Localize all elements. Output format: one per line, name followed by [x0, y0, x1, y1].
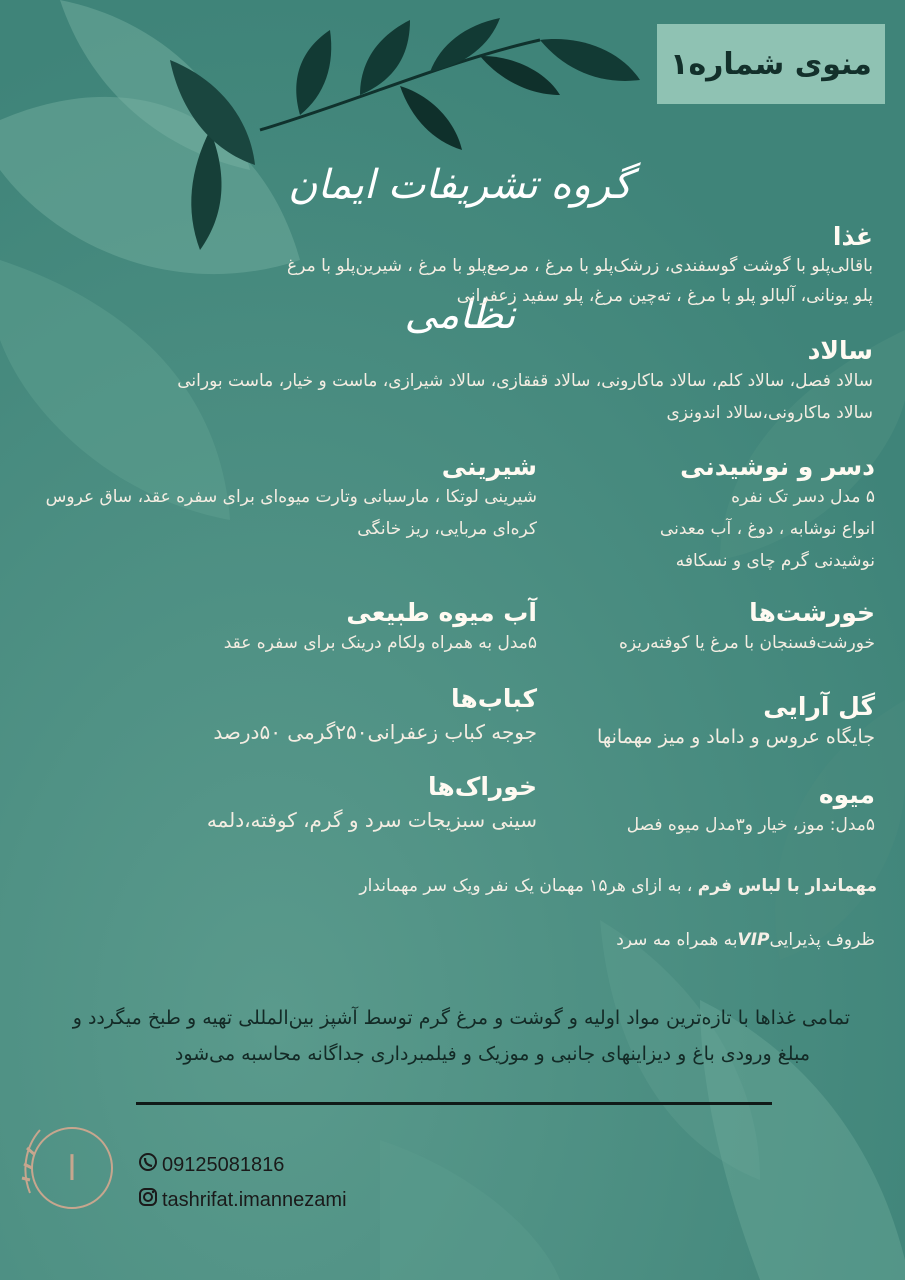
section-title: گل آرایی	[763, 692, 875, 721]
footer-line: مبلغ ورودی باغ و دیزاینهای جانبی و موزیک و فیلمبرداری جداگانه محاسبه می‌شود	[174, 1043, 810, 1065]
section-kebab	[37, 684, 537, 751]
section-line: ۵مدل: موز، خیار و۳مدل میوه فصل	[626, 815, 875, 835]
section-stew	[545, 598, 875, 659]
section-title: کباب‌ها	[451, 684, 537, 713]
vip-suffix: به همراه مه سرد	[616, 930, 738, 950]
section-title: خوراک‌ها	[428, 772, 537, 801]
section-line: کره‌ای مربایی، ریز خانگی	[357, 519, 537, 539]
section-food	[113, 222, 873, 311]
phone-row[interactable]	[138, 1152, 284, 1178]
phone-icon	[138, 1152, 158, 1178]
vip-note	[175, 930, 875, 950]
section-line: پلو یونانی، آلبالو پلو با مرغ ، ته‌چین مرغ، پلو سفید زعفرانی	[456, 286, 873, 306]
section-dishes	[37, 772, 537, 839]
section-line: شیرینی لوتکا ، مارسبانی وتارت میوه‌ای برای سفره عقد، ساق عروس	[45, 487, 537, 507]
brand-logo-text: گروه تشریفات ایمان نظامی	[288, 162, 632, 338]
section-title: سالاد	[807, 336, 873, 365]
section-sweets	[37, 452, 537, 545]
section-line: جوجه کباب زعفرانی۲۵۰گرمی ۵۰درصد	[213, 720, 537, 744]
section-title: آب میوه طبیعی	[346, 598, 537, 627]
brand-emblem	[12, 1108, 132, 1228]
section-fruit	[545, 780, 875, 841]
section-line: باقالی‌پلو با گوشت گوسفندی، زرشک‌پلو با مرغ ، مرصع‌پلو با مرغ ، شیرین‌پلو با مرغ	[287, 256, 873, 276]
section-line: سالاد فصل، سالاد کلم، سالاد ماکارونی، سالاد قفقازی، سالاد شیرازی، ماست و خیار، ماست بورانی	[177, 371, 873, 391]
menu-number-badge: منوی شماره۱	[657, 24, 885, 104]
instagram-row[interactable]	[138, 1187, 347, 1213]
section-title: خورشت‌ها	[749, 598, 875, 627]
footer-note	[50, 1000, 850, 1072]
svg-text:ا: ا	[67, 1149, 77, 1189]
staff-bold: مهماندار با لباس فرم	[697, 876, 877, 896]
section-title: شیرینی	[441, 452, 537, 481]
section-dessert	[545, 452, 875, 577]
vip-label: VIP	[737, 930, 770, 950]
section-line: سینی سبزیجات سرد و گرم، کوفته،دلمه	[206, 808, 537, 832]
section-line: ۵مدل به همراه ولکام درینک برای سفره عقد	[223, 633, 537, 653]
vip-prefix: ظروف پذیرایی	[769, 930, 875, 950]
section-line: نوشیدنی گرم چای و نسکافه	[675, 551, 875, 571]
phone-number[interactable]: 09125081816	[162, 1153, 285, 1176]
section-salad	[113, 336, 873, 429]
section-juice	[37, 598, 537, 659]
footer-line: تمامی غذاها با تازه‌ترین مواد اولیه و گوشت و مرغ گرم توسط آشپز بین‌المللی تهیه و طبخ میگردد و	[72, 1007, 850, 1029]
section-line: انواع نوشابه ، دوغ ، آب معدنی	[659, 519, 875, 539]
section-flowers	[545, 692, 875, 753]
instagram-handle[interactable]: tashrifat.imannezami	[162, 1188, 347, 1211]
staff-note	[97, 876, 877, 896]
section-title: غذا	[832, 222, 873, 251]
section-title: دسر و نوشیدنی	[680, 452, 875, 481]
staff-rest: ، به ازای هر۱۵ مهمان یک نفر ویک سر مهماندار	[359, 876, 693, 896]
section-line: سالاد ماکارونی،سالاد اندونزی	[666, 403, 873, 423]
section-title: میوه	[818, 780, 875, 809]
divider	[136, 1102, 772, 1105]
section-line: ۵ مدل دسر تک نفره	[731, 487, 875, 507]
section-line: جایگاه عروس و داماد و میز مهمانها	[597, 726, 875, 748]
instagram-icon	[138, 1187, 158, 1213]
section-line: خورشت‌فسنجان با مرغ یا کوفته‌ریزه	[618, 633, 875, 653]
